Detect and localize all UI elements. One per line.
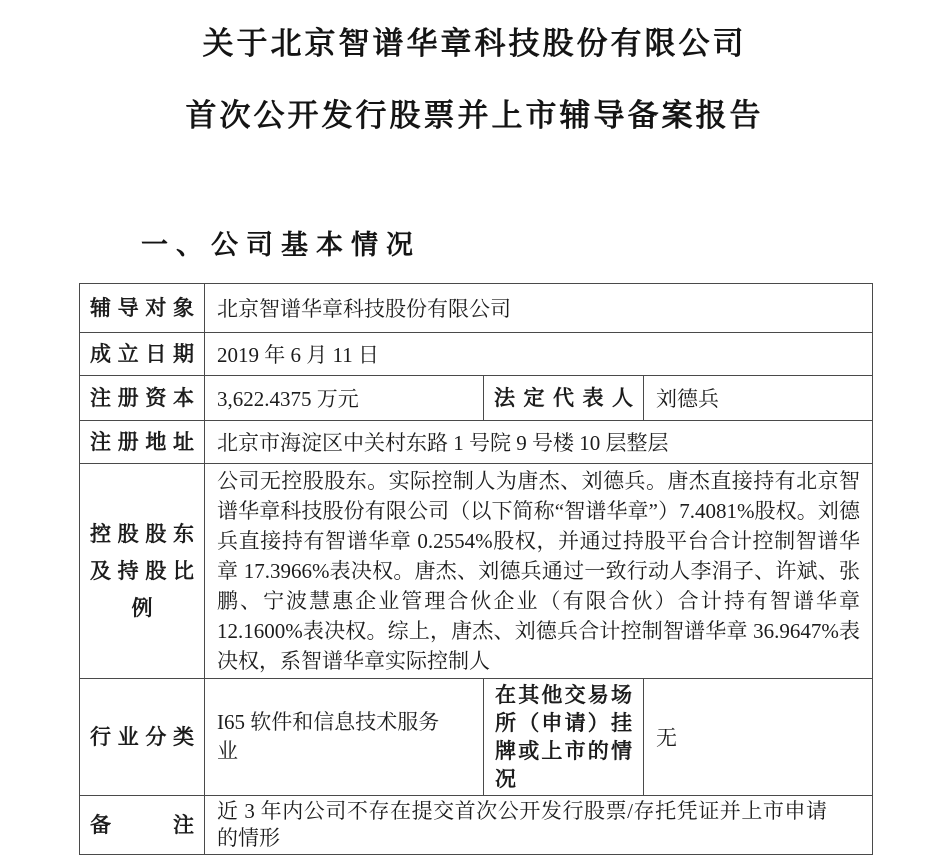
table-row-registered-address bbox=[80, 421, 873, 464]
row-label-registered-address: 注 册 地 址 bbox=[80, 421, 205, 464]
section-heading-company-basic-info: 一、公司基本情况 bbox=[141, 230, 421, 260]
cell-other-listing-value: 无 bbox=[644, 679, 873, 796]
table-row-establish-date bbox=[80, 333, 873, 376]
industry-classification-text: I65 软件和信息技术服务业 bbox=[217, 710, 440, 763]
controlling-shareholders-paragraph: 公司无控股股东。实际控制人为唐杰、刘德兵。唐杰直接持有北京智谱华章科技股份有限公司（以下简称“智谱华章”）7.4081%股权。刘德兵直接持有智谱华章 0.2554%股权，并通过持股平台合计控制智谱华章 17.3966%表决权。唐杰、刘德兵通过一致行动人李涓子、许斌、张鹏、宁波慧惠企业管理合伙企业（有限合伙）合计持有智谱华章 12.1600%表决权。综上，唐杰、刘德兵合计控制智谱华章 36.9647%表决权，系智谱华章实际控制人 bbox=[217, 469, 861, 673]
table-row-industry bbox=[80, 679, 873, 796]
cell-registered-capital-value: 3,622.4375 万元 bbox=[205, 376, 484, 421]
cell-tutoring-target-value: 北京智谱华章科技股份有限公司 bbox=[205, 284, 873, 333]
cell-controlling-shareholders-value bbox=[205, 464, 873, 679]
doc-title-line2: 首次公开发行股票并上市辅导备案报告 bbox=[185, 98, 764, 133]
cell-registered-address-value: 北京市海淀区中关村东路 1 号院 9 号楼 10 层整层 bbox=[205, 421, 873, 464]
cell-legal-representative-value: 刘德兵 bbox=[644, 376, 873, 421]
row-label-remarks: 备 注 bbox=[80, 796, 205, 855]
row-label-registered-capital: 注 册 资 本 bbox=[80, 376, 205, 421]
cell-label-legal-representative: 法 定 代 表 人 bbox=[484, 376, 644, 421]
document-page bbox=[0, 24, 949, 868]
row-label-tutoring-target: 辅 导 对 象 bbox=[80, 284, 205, 333]
table-row-controlling-shareholders bbox=[80, 464, 873, 679]
remarks-paragraph: 近 3 年内公司不存在提交首次公开发行股票/存托凭证并上市申请的情形 bbox=[217, 799, 827, 850]
cell-remarks-value bbox=[205, 796, 873, 855]
table-row-registered-capital bbox=[80, 376, 873, 421]
cell-industry-value bbox=[205, 679, 484, 796]
table-row-remarks bbox=[80, 796, 873, 855]
cell-label-other-listing bbox=[484, 679, 644, 796]
row-label-controlling-shareholders: 控 股 股 东 及 持 股 比 例 bbox=[80, 464, 205, 679]
table-row-tutoring-target bbox=[80, 284, 873, 333]
row-label-industry: 行 业 分 类 bbox=[80, 679, 205, 796]
cell-establish-date-value: 2019 年 6 月 11 日 bbox=[205, 333, 873, 376]
row-label-establish-date: 成 立 日 期 bbox=[80, 333, 205, 376]
doc-title-line1: 关于北京智谱华章科技股份有限公司 bbox=[202, 26, 747, 61]
other-listing-label-text: 在其他交易场所（申请）挂牌或上市的情况 bbox=[495, 683, 632, 791]
company-info-table bbox=[79, 283, 873, 855]
